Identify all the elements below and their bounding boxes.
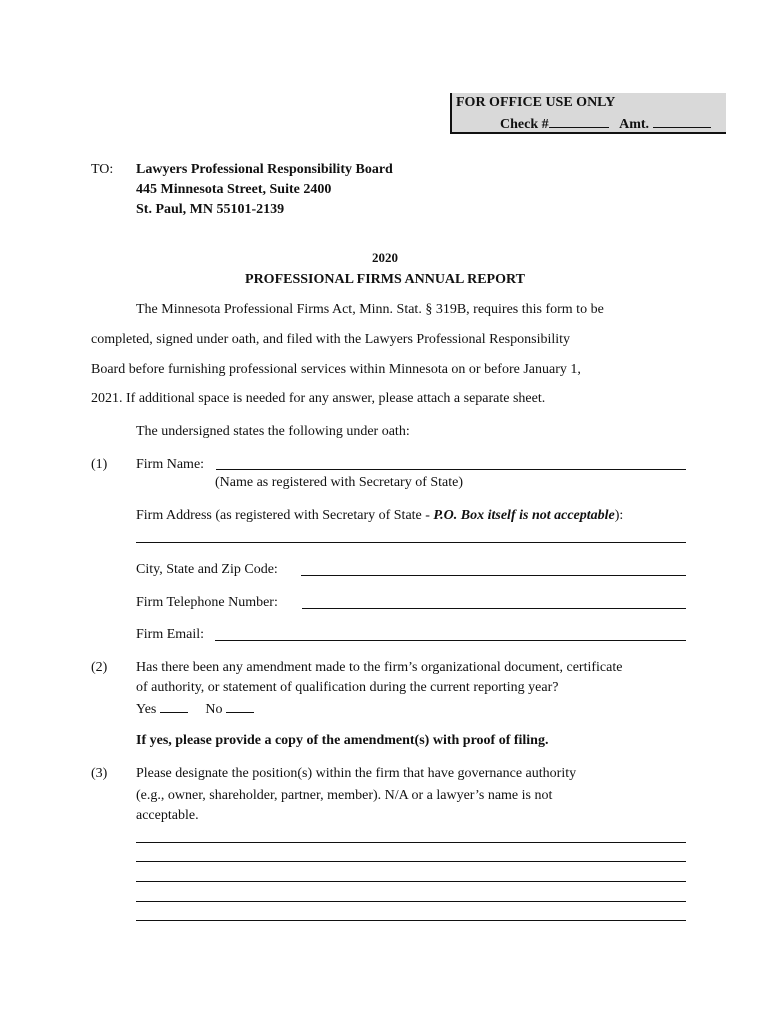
firm-address-field[interactable] xyxy=(136,542,686,543)
firm-address-label-end: ): xyxy=(614,508,624,523)
firm-email-field[interactable] xyxy=(215,640,686,641)
city-state-zip-field[interactable] xyxy=(301,575,686,576)
amendment-note: If yes, please provide a copy of the amendment(s) with proof of filing. xyxy=(136,733,549,748)
firm-telephone-label: Firm Telephone Number: xyxy=(136,595,278,610)
recipient-city: St. Paul, MN 55101-2139 xyxy=(136,202,285,217)
check-label: Check # xyxy=(500,117,549,132)
recipient-street: 445 Minnesota Street, Suite 2400 xyxy=(136,182,332,197)
firm-telephone-field[interactable] xyxy=(302,608,686,609)
question-3-number: (3) xyxy=(91,766,108,781)
city-state-zip-label: City, State and Zip Code: xyxy=(136,562,278,577)
governance-answer-line-3[interactable] xyxy=(136,881,686,882)
firm-address-label xyxy=(136,508,623,524)
no-field[interactable] xyxy=(226,700,254,713)
question-3-line-1: Please designate the position(s) within the firm that have governance authority xyxy=(136,766,577,781)
question-3-line-3: acceptable. xyxy=(136,808,199,823)
firm-name-label: Firm Name: xyxy=(136,457,205,472)
firm-name-note: (Name as registered with Secretary of State) xyxy=(215,475,464,490)
question-3-line-2: (e.g., owner, shareholder, partner, member). N/A or a lawyer’s name is not xyxy=(136,788,553,803)
report-year: 2020 xyxy=(372,250,398,265)
governance-answer-line-2[interactable] xyxy=(136,861,686,862)
office-use-title: FOR OFFICE USE ONLY xyxy=(456,95,616,110)
office-use-box xyxy=(450,93,726,134)
governance-answer-line-1[interactable] xyxy=(136,842,686,843)
to-label: TO: xyxy=(91,162,114,177)
firm-email-label: Firm Email: xyxy=(136,627,205,642)
no-label: No xyxy=(205,702,223,717)
firm-name-field[interactable] xyxy=(216,469,686,470)
question-2-line-2: of authority, or statement of qualification during the current reporting year? xyxy=(136,680,559,695)
office-use-fields xyxy=(500,115,711,133)
po-box-warning: P.O. Box itself is not acceptable xyxy=(433,508,615,523)
check-number-field[interactable] xyxy=(549,115,609,128)
firm-address-label-text: Firm Address (as registered with Secretary of State - xyxy=(136,508,434,523)
question-2-number: (2) xyxy=(91,660,108,675)
intro-line-4: 2021. If additional space is needed for any answer, please attach a separate sheet. xyxy=(91,391,546,406)
report-title: PROFESSIONAL FIRMS ANNUAL REPORT xyxy=(245,272,525,287)
intro-line-3: Board before furnishing professional services within Minnesota on or before January 1, xyxy=(91,362,581,377)
governance-answer-line-5[interactable] xyxy=(136,920,686,921)
amount-field[interactable] xyxy=(653,115,711,128)
amt-label: Amt. xyxy=(619,117,650,132)
intro-line-2: completed, signed under oath, and filed with the Lawyers Professional Responsibility xyxy=(91,332,571,347)
yes-no-row xyxy=(136,700,254,718)
recipient-name: Lawyers Professional Responsibility Board xyxy=(136,162,393,177)
oath-statement: The undersigned states the following under oath: xyxy=(136,424,410,439)
question-1-number: (1) xyxy=(91,457,108,472)
question-2-line-1: Has there been any amendment made to the firm’s organizational document, certificate xyxy=(136,660,623,675)
yes-label: Yes xyxy=(136,702,157,717)
yes-field[interactable] xyxy=(160,700,188,713)
governance-answer-line-4[interactable] xyxy=(136,901,686,902)
intro-line-1: The Minnesota Professional Firms Act, Minn. Stat. § 319B, requires this form to be xyxy=(136,302,604,317)
